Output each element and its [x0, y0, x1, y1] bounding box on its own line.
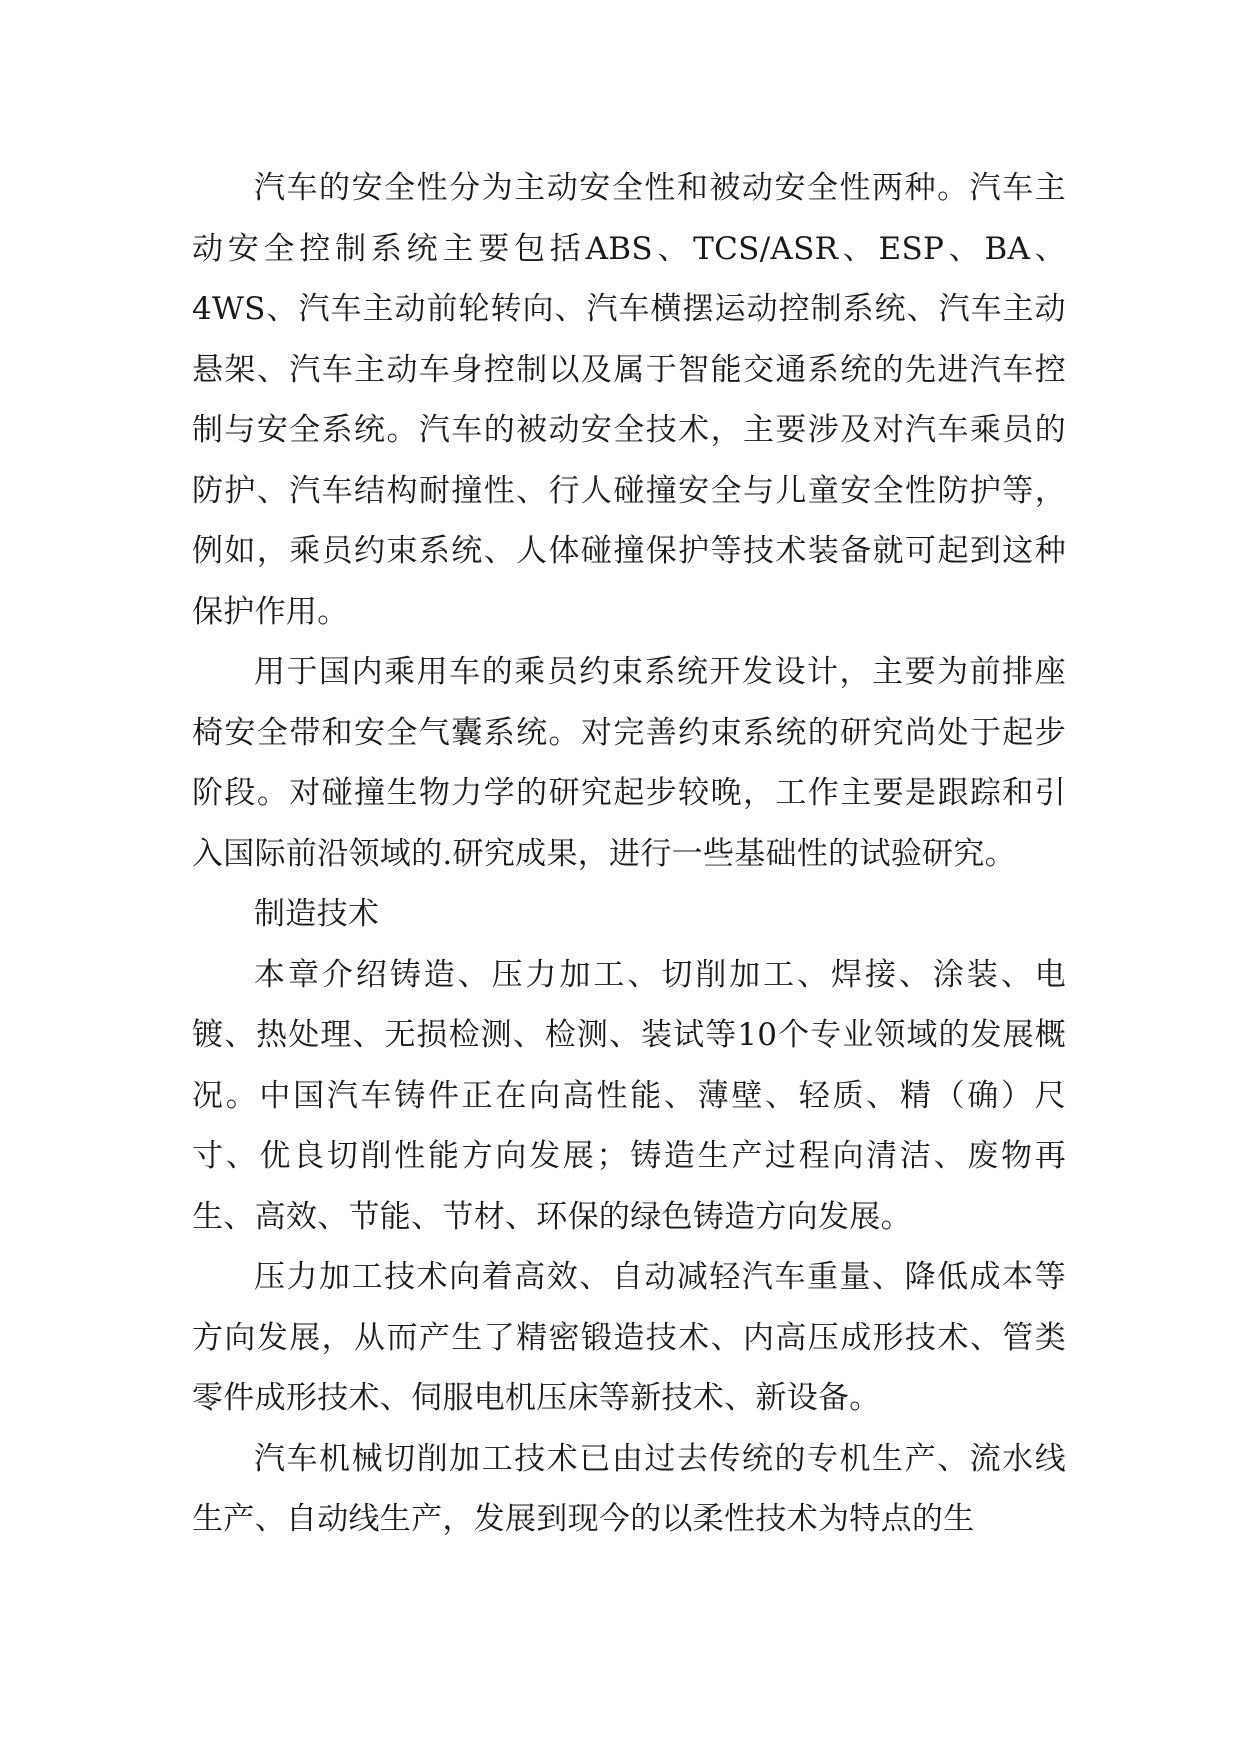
paragraph-pressure-processing: 压力加工技术向着高效、自动减轻汽车重量、降低成本等方向发展，从而产生了精密锻造技术、内高压成形技术、管类零件成形技术、伺服电机压床等新技术、新设备。 — [192, 1259, 1066, 1416]
document-body — [192, 158, 1066, 1550]
paragraph-restraint-system: 用于国内乘用车的乘员约束系统开发设计，主要为前排座椅安全带和安全气囊系统。对完善约束系统的研究尚处于起步阶段。对碰撞生物力学的研究起步较晚，工作主要是跟踪和引入国际前沿领域的.研究成果，进行一些基础性的试验研究。 — [192, 654, 1066, 872]
paragraph-casting: 本章介绍铸造、压力加工、切削加工、焊接、涂装、电镀、热处理、无损检测、检测、装试等10个专业领域的发展概况。中国汽车铸件正在向高性能、薄壁、轻质、精（确）尺寸、优良切削性能方向发展；铸造生产过程向清洁、废物再生、高效、节能、节材、环保的绿色铸造方向发展。 — [192, 956, 1066, 1235]
section-heading-manufacturing: 制造技术 — [254, 896, 380, 932]
paragraph-machining: 汽车机械切削加工技术已由过去传统的专机生产、流水线生产、自动线生产，发展到现今的以柔性技术为特点的生 — [192, 1440, 1066, 1537]
paragraph-safety: 汽车的安全性分为主动安全性和被动安全性两种。汽车主动安全控制系统主要包括ABS、TCS/ASR、ESP、BA、4WS、汽车主动前轮转向、汽车横摆运动控制系统、汽车主动悬架、汽车主动车身控制以及属于智能交通系统的先进汽车控制与安全系统。汽车的被动安全技术，主要涉及对汽车乘员的防护、汽车结构耐撞性、行人碰撞安全与儿童安全性防护等，例如，乘员约束系统、人体碰撞保护等技术装备就可起到这种保护作用。 — [192, 170, 1066, 630]
